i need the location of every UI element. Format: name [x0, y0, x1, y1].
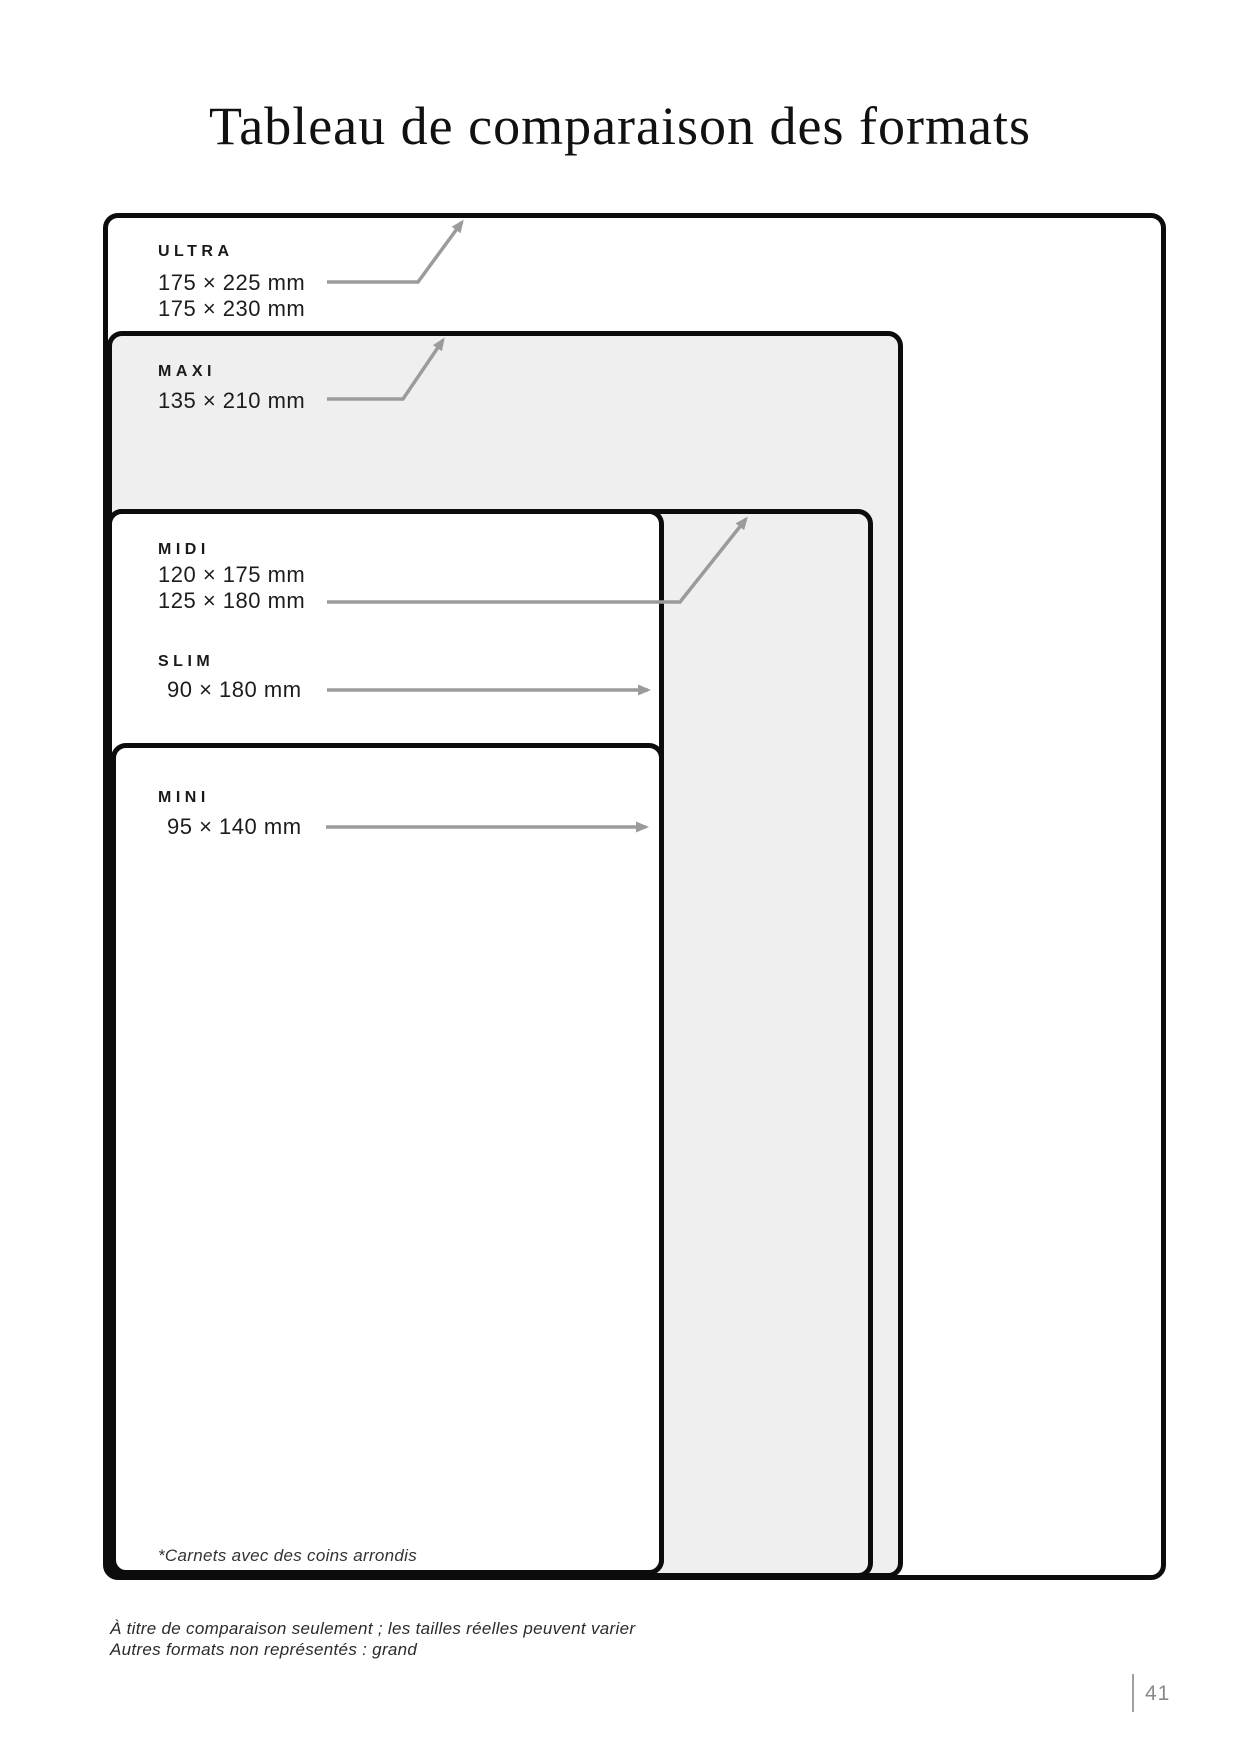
slim-size-1: 90 × 180 mm — [167, 677, 302, 702]
mini-box — [111, 743, 664, 1575]
page-title: Tableau de comparaison des formats — [209, 96, 1031, 156]
maxi-size-1: 135 × 210 mm — [158, 388, 306, 413]
caption-line-1: À titre de comparaison seulement ; les tailles réelles peuvent varier — [110, 1619, 636, 1638]
ultra-sizes — [158, 270, 305, 322]
slim-sizes — [158, 677, 302, 703]
ultra-size-2: 175 × 230 mm — [158, 296, 306, 321]
comparison-caption — [110, 1618, 635, 1660]
midi-size-2: 125 × 180 mm — [158, 588, 306, 613]
maxi-label: MAXI — [158, 363, 216, 380]
ultra-size-1: 175 × 225 mm — [158, 270, 306, 295]
midi-size-1: 120 × 175 mm — [158, 562, 306, 587]
mini-size-1: 95 × 140 mm — [167, 814, 302, 839]
page-number-rule — [1132, 1674, 1134, 1712]
caption-line-2: Autres formats non représentés : grand — [110, 1640, 418, 1659]
maxi-sizes — [158, 388, 305, 414]
mini-label: MINI — [158, 789, 210, 806]
mini-sizes — [158, 814, 302, 840]
midi-label: MIDI — [158, 541, 210, 558]
page-number: 41 — [1145, 1682, 1171, 1705]
midi-sizes — [158, 562, 305, 614]
slim-label: SLIM — [158, 653, 215, 670]
ultra-label: ULTRA — [158, 243, 234, 260]
rounded-corners-footnote: *Carnets avec des coins arrondis — [158, 1546, 418, 1565]
